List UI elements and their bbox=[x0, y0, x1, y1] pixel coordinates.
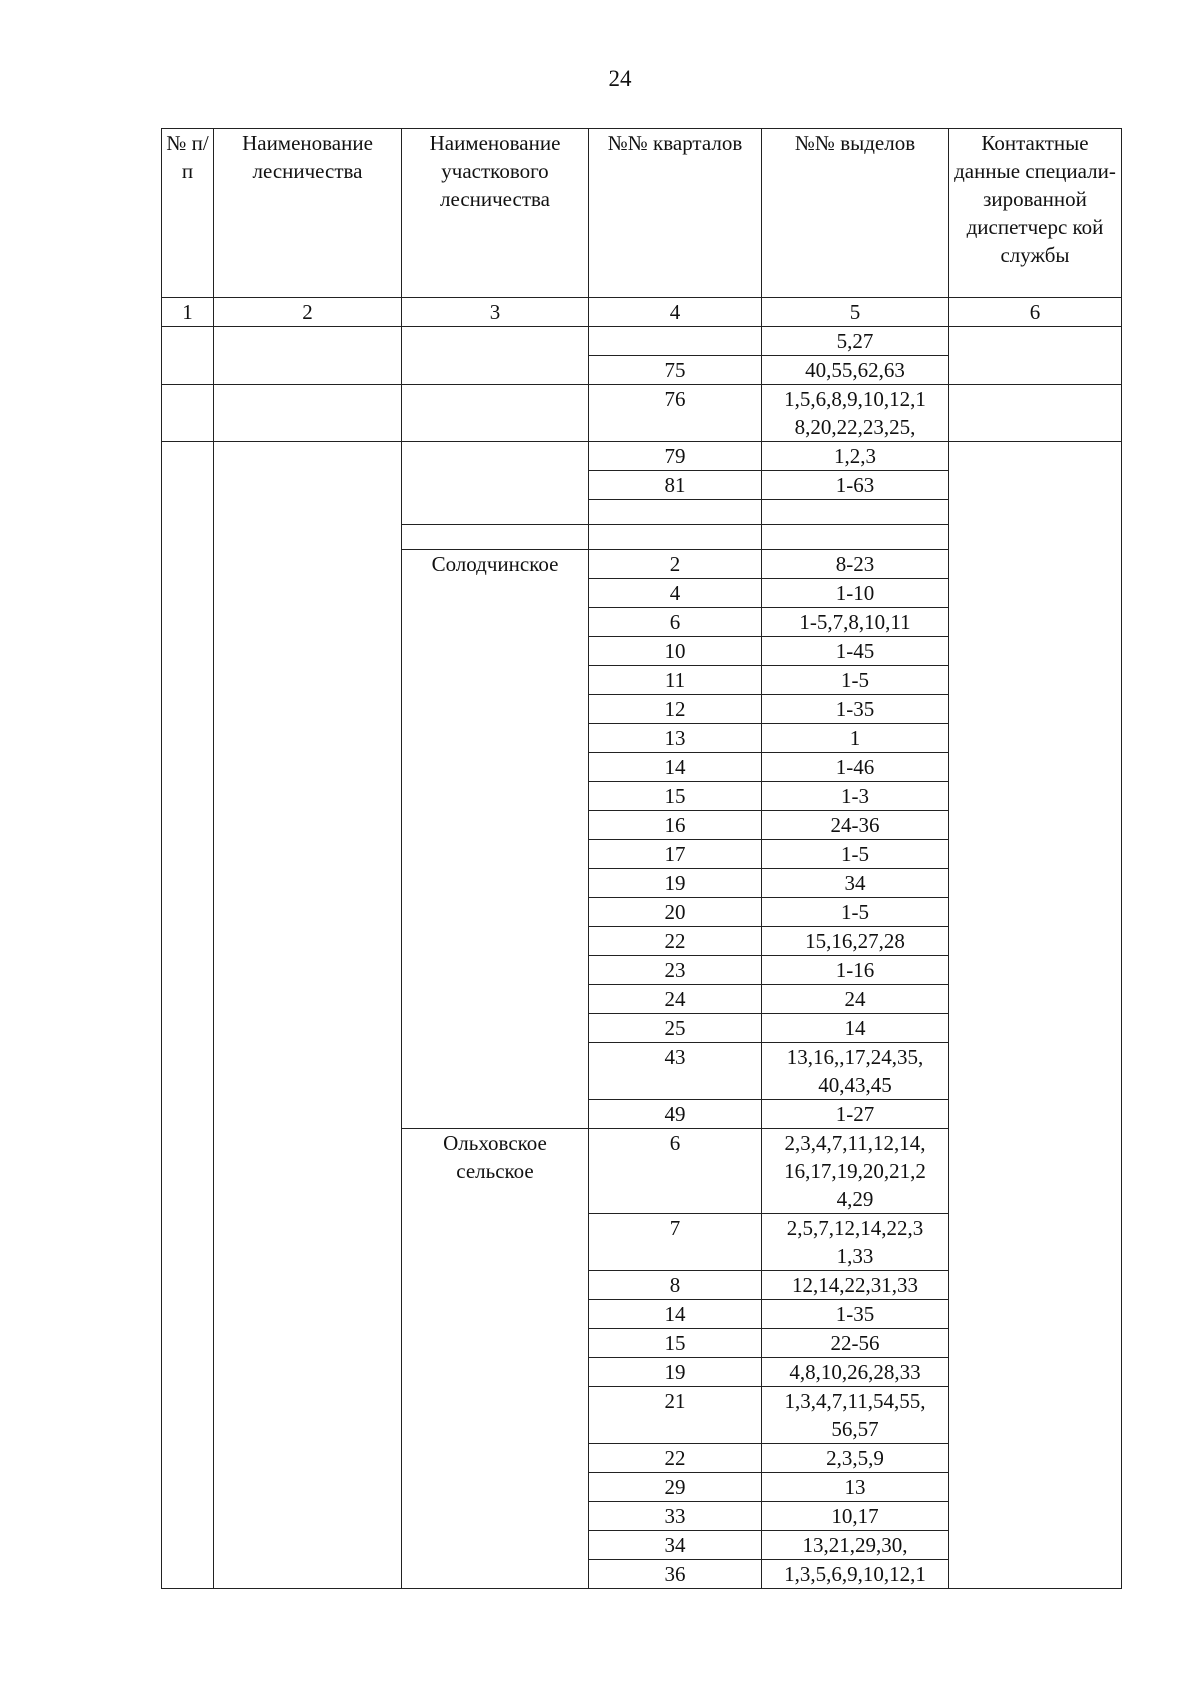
quarter-cell: 7 bbox=[589, 1214, 762, 1271]
header-quarters: №№ кварталов bbox=[589, 129, 762, 298]
quarter-cell: 19 bbox=[589, 869, 762, 898]
header-contacts: Контактные данные специали-зированной диспетчерс кой службы bbox=[949, 129, 1122, 298]
quarter-cell: 15 bbox=[589, 1329, 762, 1358]
district-forestry-name: Ольховское сельское bbox=[402, 1129, 589, 1589]
quarter-cell: 21 bbox=[589, 1387, 762, 1444]
allotment-cell: 34 bbox=[762, 869, 949, 898]
allotment-cell: 1-3 bbox=[762, 782, 949, 811]
quarter-cell: 22 bbox=[589, 1444, 762, 1473]
quarter-cell: 17 bbox=[589, 840, 762, 869]
district-forestry-name: Солодчинское bbox=[402, 550, 589, 1129]
quarter-cell: 14 bbox=[589, 753, 762, 782]
quarter-cell: 34 bbox=[589, 1531, 762, 1560]
quarter-cell: 20 bbox=[589, 898, 762, 927]
allotment-cell: 13,21,29,30, bbox=[762, 1531, 949, 1560]
header-number: № п/п bbox=[162, 129, 214, 298]
allotment-cell: 22-56 bbox=[762, 1329, 949, 1358]
allotment-cell: 1,3,4,7,11,54,55, 56,57 bbox=[762, 1387, 949, 1444]
empty-cell bbox=[402, 442, 589, 525]
contact-cell bbox=[949, 327, 1122, 385]
quarter-cell: 4 bbox=[589, 579, 762, 608]
column-number: 4 bbox=[589, 298, 762, 327]
allotment-cell: 1-45 bbox=[762, 637, 949, 666]
forestry-table bbox=[161, 128, 1122, 1589]
quarter-cell: 6 bbox=[589, 608, 762, 637]
header-district-forestry: Наименование участкового лесничества bbox=[402, 129, 589, 298]
allotment-cell: 1-46 bbox=[762, 753, 949, 782]
allotment-cell: 12,14,22,31,33 bbox=[762, 1271, 949, 1300]
allotment-cell: 1-5 bbox=[762, 840, 949, 869]
allotment-cell: 13,16,,17,24,35, 40,43,45 bbox=[762, 1043, 949, 1100]
quarter-cell: 2 bbox=[589, 550, 762, 579]
empty-cell bbox=[402, 525, 589, 550]
column-number: 2 bbox=[214, 298, 402, 327]
allotment-cell: 1-63 bbox=[762, 471, 949, 500]
empty-cell bbox=[162, 327, 214, 385]
quarter-cell: 76 bbox=[589, 385, 762, 442]
quarter-cell: 36 bbox=[589, 1560, 762, 1589]
allotment-cell: 24-36 bbox=[762, 811, 949, 840]
allotment-cell: 1 bbox=[762, 724, 949, 753]
table-row bbox=[162, 327, 1122, 356]
empty-cell bbox=[214, 327, 402, 385]
allotment-cell bbox=[762, 500, 949, 525]
allotment-cell: 24 bbox=[762, 985, 949, 1014]
header-allotments: №№ выделов bbox=[762, 129, 949, 298]
quarter-cell: 6 bbox=[589, 1129, 762, 1214]
allotment-cell: 14 bbox=[762, 1014, 949, 1043]
quarter-cell: 14 bbox=[589, 1300, 762, 1329]
allotment-cell: 1-5 bbox=[762, 666, 949, 695]
table-row bbox=[162, 385, 1122, 442]
number-column-body bbox=[162, 442, 214, 1589]
allotment-cell: 1-27 bbox=[762, 1100, 949, 1129]
contact-column-body bbox=[949, 442, 1122, 1589]
quarter-cell: 75 bbox=[589, 356, 762, 385]
quarter-cell: 43 bbox=[589, 1043, 762, 1100]
allotment-cell: 1-16 bbox=[762, 956, 949, 985]
allotment-cell: 10,17 bbox=[762, 1502, 949, 1531]
forestry-column-body bbox=[214, 442, 402, 1589]
allotment-cell: 1-35 bbox=[762, 1300, 949, 1329]
header-row bbox=[162, 129, 1122, 298]
allotment-cell: 15,16,27,28 bbox=[762, 927, 949, 956]
column-number-row bbox=[162, 298, 1122, 327]
allotment-cell: 2,5,7,12,14,22,3 1,33 bbox=[762, 1214, 949, 1271]
allotment-cell: 4,8,10,26,28,33 bbox=[762, 1358, 949, 1387]
quarter-cell bbox=[589, 500, 762, 525]
allotment-cell: 1-5 bbox=[762, 898, 949, 927]
allotment-cell: 1-10 bbox=[762, 579, 949, 608]
quarter-cell: 23 bbox=[589, 956, 762, 985]
quarter-cell: 33 bbox=[589, 1502, 762, 1531]
quarter-cell: 22 bbox=[589, 927, 762, 956]
allotment-cell: 1,3,5,6,9,10,12,1 bbox=[762, 1560, 949, 1589]
quarter-cell: 8 bbox=[589, 1271, 762, 1300]
quarter-cell: 10 bbox=[589, 637, 762, 666]
quarter-cell: 25 bbox=[589, 1014, 762, 1043]
quarter-cell bbox=[589, 327, 762, 356]
quarter-cell: 49 bbox=[589, 1100, 762, 1129]
allotment-cell: 5,27 bbox=[762, 327, 949, 356]
quarter-cell: 81 bbox=[589, 471, 762, 500]
quarter-cell: 11 bbox=[589, 666, 762, 695]
allotment-cell: 13 bbox=[762, 1473, 949, 1502]
allotment-cell: 1,2,3 bbox=[762, 442, 949, 471]
column-number: 1 bbox=[162, 298, 214, 327]
contact-cell bbox=[949, 385, 1122, 442]
quarter-cell: 79 bbox=[589, 442, 762, 471]
quarter-cell: 24 bbox=[589, 985, 762, 1014]
quarter-cell: 15 bbox=[589, 782, 762, 811]
allotment-cell: 2,3,4,7,11,12,14, 16,17,19,20,21,2 4,29 bbox=[762, 1129, 949, 1214]
table-row bbox=[162, 442, 1122, 471]
allotment-cell: 1,5,6,8,9,10,12,1 8,20,22,23,25, bbox=[762, 385, 949, 442]
allotment-cell: 1-5,7,8,10,11 bbox=[762, 608, 949, 637]
quarter-cell: 16 bbox=[589, 811, 762, 840]
column-number: 3 bbox=[402, 298, 589, 327]
allotment-cell: 8-23 bbox=[762, 550, 949, 579]
quarter-cell: 29 bbox=[589, 1473, 762, 1502]
quarter-cell: 13 bbox=[589, 724, 762, 753]
quarter-cell: 19 bbox=[589, 1358, 762, 1387]
allotment-cell: 2,3,5,9 bbox=[762, 1444, 949, 1473]
page-number: 24 bbox=[608, 66, 632, 91]
empty-cell bbox=[402, 327, 589, 385]
column-number: 5 bbox=[762, 298, 949, 327]
empty-cell bbox=[402, 385, 589, 442]
allotment-cell: 40,55,62,63 bbox=[762, 356, 949, 385]
header-forestry: Наименование лесничества bbox=[214, 129, 402, 298]
allotment-cell: 1-35 bbox=[762, 695, 949, 724]
empty-cell bbox=[214, 385, 402, 442]
quarter-cell: 12 bbox=[589, 695, 762, 724]
column-number: 6 bbox=[949, 298, 1122, 327]
empty-cell bbox=[762, 525, 949, 550]
empty-cell bbox=[162, 385, 214, 442]
empty-cell bbox=[589, 525, 762, 550]
